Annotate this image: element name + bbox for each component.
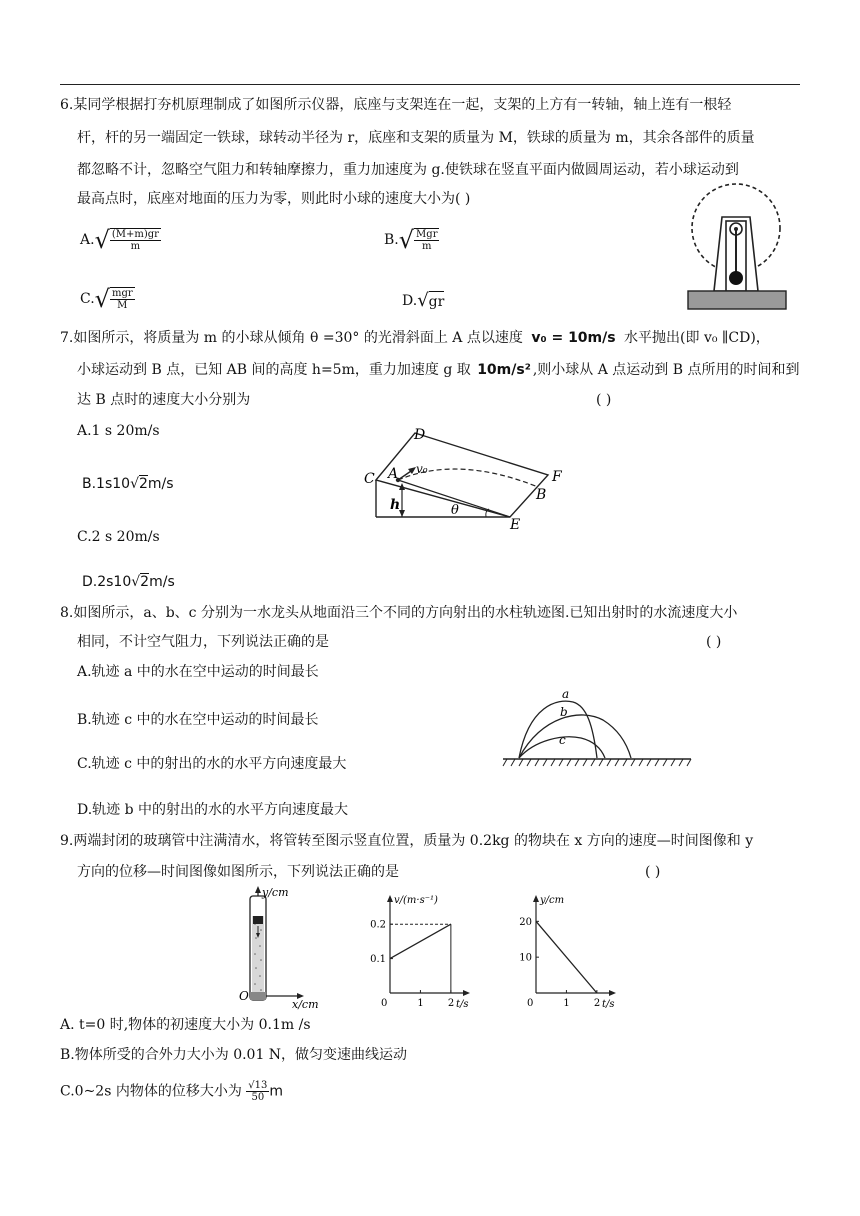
tube-y-axis-arrow	[255, 886, 261, 893]
label-a: A	[388, 466, 399, 482]
block-icon	[253, 916, 263, 924]
vt-y-tick-label: 0.1	[370, 954, 386, 966]
yt-y-tick-label: 10	[519, 952, 532, 964]
tube-y-label: y/cm	[262, 886, 289, 899]
yt-x-label: t/s	[602, 999, 615, 1010]
q7-option-d-unit: m/s	[149, 574, 175, 590]
q9-line-2: 方向的位移—时间图像如图所示，下列说法正确的是	[77, 864, 399, 880]
q8-option-a[interactable]: A.轨迹 a 中的水在空中运动的时间最长	[77, 664, 319, 680]
vt-x-tick-label: 0	[381, 998, 388, 1009]
q8-option-b[interactable]: B.轨迹 c 中的水在空中运动的时间最长	[77, 712, 319, 728]
q6-line-4: 最高点时，底座对地面的压力为零，则此时小球的速度大小为( )	[77, 191, 471, 207]
q7-line-1-tail: 水平抛出(即 v₀ ∥CD)，	[624, 330, 770, 346]
q6-rammer-figure	[686, 183, 790, 313]
vt-x-tick-label: 1	[417, 998, 424, 1009]
tube-bottom-cap	[250, 992, 266, 1000]
q7-line-1	[60, 328, 770, 348]
label-theta: θ	[451, 503, 459, 518]
q9-option-c-numerator: √13	[248, 1080, 268, 1091]
q6-option-b-denominator: m	[422, 241, 432, 252]
vt-series-line	[390, 924, 451, 958]
q8-line-1: 8.如图所示，a、b、c 分别为一水龙头从地面沿三个不同的方向射出的水柱轨迹图.已知出射时的水流速度大小	[60, 605, 738, 621]
q9-line-1: 9.两端封闭的玻璃管中注满清水，将管转至图示竖直位置，质量为 0.2kg 的物块在 x 方向的速度—时间图像和 y	[60, 833, 754, 849]
yt-y-axis-arrow	[533, 895, 539, 902]
q7-option-b[interactable]: B.1s10√2m/s	[82, 476, 174, 492]
yt-x-tick-label: 0	[527, 998, 534, 1009]
q6-option-d-label: D.	[402, 293, 418, 309]
q6-option-d-radicand: gr	[429, 291, 445, 312]
q6-option-c-denominator: M	[117, 300, 128, 311]
label-h: h	[390, 497, 401, 513]
ground-hatching	[503, 759, 691, 766]
q9-option-c-text: C.0~2s 内物体的位移大小为	[60, 1083, 242, 1100]
q8-line-2: 相同，不计空气阻力，下列说法正确的是	[77, 634, 329, 650]
yt-y-tick-label: 20	[519, 916, 532, 928]
q6-line-2: 杆，杆的另一端固定一铁球，球转动半径为 r，底座和支架的质量为 M，铁球的质量为 m，其余各部件的质量	[77, 130, 755, 146]
q7-line-2-tail: ,则小球从 A 点运动到 B 点所用的时间和到	[532, 362, 800, 378]
q6-line-3: 都忽略不计，忽略空气阻力和转轴摩擦力，重力加速度为 g.使铁球在竖直平面内做圆周运动，若小球运动到	[77, 162, 739, 178]
q7-gravity-value: 10m/s²	[477, 362, 531, 378]
yt-x-axis-arrow	[609, 990, 616, 996]
q6-option-b-label: B.	[384, 232, 399, 248]
q9-option-c[interactable]	[60, 1080, 283, 1103]
label-b: B	[536, 487, 547, 503]
vt-y-tick-label: 0.2	[370, 919, 386, 931]
label-c: C	[364, 471, 375, 487]
q9-option-c-unit: m	[269, 1083, 284, 1100]
q6-option-d[interactable]: D.√gr	[402, 290, 445, 311]
vt-y-label: v/(m·s⁻¹)	[394, 895, 438, 906]
q8-option-c[interactable]: C.轨迹 c 中的射出的水的水平方向速度最大	[77, 756, 347, 772]
q7-line-1-text: 7.如图所示，将质量为 m 的小球从倾角 θ =30° 的光滑斜面上 A 点以速度	[60, 330, 523, 346]
q7-option-d-text: D.2s10	[82, 574, 132, 590]
q6-option-a-label: A.	[80, 232, 95, 248]
vt-x-axis-arrow	[463, 990, 470, 996]
q7-incline-figure	[358, 425, 578, 533]
q8-trajectory-figure	[503, 688, 693, 774]
q6-option-c-label: C.	[80, 291, 95, 307]
q9-option-b[interactable]: B.物体所受的合外力大小为 0.01 N，做匀变速曲线运动	[60, 1047, 408, 1063]
label-trajectory-a: a	[562, 687, 570, 701]
q6-line-1: 6.某同学根据打夯机原理制成了如图所示仪器，底座与支架连在一起，支架的上方有一转轴，轴上连有一根轻	[60, 97, 732, 113]
q7-answer-paren: ( )	[596, 392, 612, 408]
q7-line-2	[77, 360, 800, 380]
vt-y-axis-arrow	[387, 895, 393, 902]
yt-x-tick-label: 2	[593, 998, 601, 1009]
q6-option-c-numerator: mgr	[111, 288, 133, 299]
q6-option-b-numerator: Mgr	[416, 229, 438, 240]
tube-x-label: x/cm	[292, 998, 319, 1011]
velocity-time-chart	[368, 893, 478, 1011]
q7-option-b-radicand: 2	[139, 476, 148, 492]
q7-line-2-text: 小球运动到 B 点，已知 AB 间的高度 h=5m，重力加速度 g 取	[77, 362, 471, 378]
q7-option-a[interactable]: A.1 s 20m/s	[77, 423, 160, 439]
label-f: F	[552, 469, 562, 485]
q9-answer-paren: ( )	[645, 864, 661, 880]
q9-option-a[interactable]: A. t=0 时,物体的初速度大小为 0.1m /s	[60, 1017, 311, 1033]
q9-option-c-denominator: 50	[251, 1092, 265, 1103]
q6-option-a-numerator: (M+m)gr	[111, 229, 159, 240]
q7-option-b-text: B.1s10	[82, 476, 131, 492]
vt-x-label: t/s	[456, 999, 469, 1010]
q6-option-b[interactable]: B.√ $\frac{\text{Mgr}}{m}$	[384, 226, 438, 254]
q7-option-c[interactable]: C.2 s 20m/s	[77, 529, 160, 545]
q6-option-a[interactable]: A.√ $\frac{(M+m)gr}{m}$	[80, 226, 159, 254]
q6-option-c[interactable]: C.√ $\frac{\text{mgr}}{M}$	[80, 285, 133, 313]
label-v0: v₀	[416, 462, 428, 476]
header-rule	[60, 84, 800, 85]
q7-option-b-unit: m/s	[147, 476, 174, 492]
yt-x-tick-label: 1	[563, 998, 570, 1009]
yt-series-line	[536, 921, 597, 993]
q8-option-d[interactable]: D.轨迹 b 中的射出的水的水平方向速度最大	[77, 802, 349, 818]
label-trajectory-c: c	[559, 733, 566, 747]
q7-line-3: 达 B 点时的速度大小分别为	[77, 392, 251, 408]
tube-origin-label: O	[239, 989, 249, 1003]
q7-option-d-radicand: 2	[140, 574, 150, 590]
displacement-time-chart	[514, 893, 624, 1011]
label-e: E	[510, 517, 521, 533]
iron-ball	[729, 271, 743, 285]
vt-x-tick-label: 2	[447, 998, 455, 1009]
label-d: D	[414, 427, 426, 443]
label-trajectory-b: b	[560, 705, 568, 719]
yt-y-label: y/cm	[540, 895, 565, 906]
q7-initial-velocity: v₀ = 10m/s	[531, 330, 616, 346]
base-block	[688, 291, 786, 309]
q6-option-a-denominator: m	[130, 241, 141, 252]
q8-answer-paren: ( )	[706, 634, 722, 650]
q9-glass-tube-figure	[232, 884, 342, 1011]
trajectory-a	[519, 701, 597, 758]
q7-option-d[interactable]: D.2s10√2m/s	[82, 574, 175, 590]
